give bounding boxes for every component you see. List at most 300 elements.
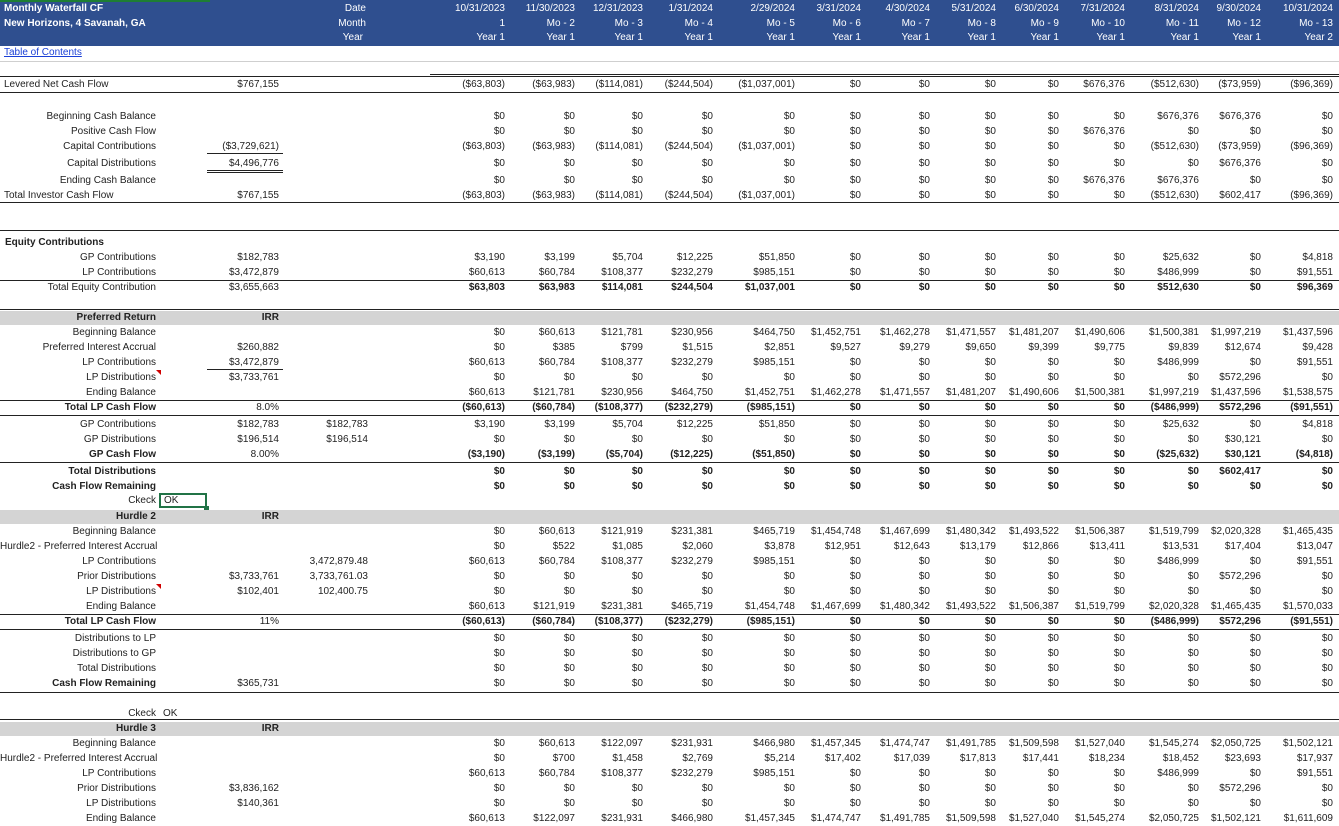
value-cell[interactable]: $0 — [984, 141, 996, 152]
value-cell[interactable]: $0 — [563, 633, 575, 644]
value-cell[interactable]: $0 — [849, 126, 861, 137]
row-label-pos_cf[interactable]: Positive Cash Flow — [70, 126, 156, 137]
header-month-cell[interactable]: Mo - 12 — [1227, 18, 1261, 29]
summary-cell-pr_gptot[interactable]: 8.00% — [250, 449, 279, 460]
value-cell[interactable]: ($63,803) — [462, 79, 505, 90]
summary-cell-h3_lpd[interactable]: $140,361 — [237, 798, 279, 809]
value-cell[interactable]: $0 — [1187, 633, 1199, 644]
value-cell[interactable]: $0 — [783, 663, 795, 674]
value-cell[interactable]: $0 — [984, 126, 996, 137]
value-cell[interactable]: $0 — [631, 481, 643, 492]
value-cell[interactable]: $0 — [783, 158, 795, 169]
value-cell[interactable]: $0 — [849, 158, 861, 169]
value-cell[interactable]: $121,781 — [601, 327, 643, 338]
value-cell[interactable]: $0 — [984, 571, 996, 582]
value-cell[interactable]: ($12,225) — [670, 449, 713, 460]
value-cell[interactable]: $0 — [1249, 633, 1261, 644]
value-cell[interactable]: $0 — [1047, 79, 1059, 90]
value-cell[interactable]: $676,376 — [1083, 126, 1125, 137]
value-cell[interactable]: $1,454,748 — [744, 601, 795, 612]
value-cell[interactable]: $1,538,575 — [1282, 387, 1333, 398]
value-cell[interactable]: $0 — [783, 648, 795, 659]
value-cell[interactable]: $0 — [984, 357, 996, 368]
value-cell[interactable]: $1,519,799 — [1148, 526, 1199, 537]
value-cell[interactable]: $0 — [783, 434, 795, 445]
value-cell[interactable]: $0 — [849, 372, 861, 383]
value-cell[interactable]: $0 — [984, 798, 996, 809]
value-cell[interactable]: $0 — [1113, 678, 1125, 689]
value-cell[interactable]: $0 — [493, 783, 505, 794]
value-cell[interactable]: $0 — [918, 282, 930, 293]
value-cell[interactable]: $0 — [984, 783, 996, 794]
value-cell[interactable]: $0 — [1187, 648, 1199, 659]
header-date-cell[interactable]: 7/31/2024 — [1080, 3, 1125, 14]
row-label-h3_prior[interactable]: Prior Distributions — [77, 783, 156, 794]
summary-cell-lp_contrib[interactable]: $3,472,879 — [228, 267, 279, 278]
value-cell[interactable]: $2,020,328 — [1210, 526, 1261, 537]
secondary-cell-pr_gpd[interactable]: $196,514 — [326, 434, 368, 445]
value-cell[interactable]: $0 — [563, 663, 575, 674]
value-cell[interactable]: $0 — [493, 571, 505, 582]
value-cell[interactable]: $0 — [1047, 556, 1059, 567]
value-cell[interactable]: $0 — [984, 556, 996, 567]
value-cell[interactable]: $1,467,699 — [810, 601, 861, 612]
value-cell[interactable]: $0 — [1113, 783, 1125, 794]
value-cell[interactable]: $0 — [1047, 252, 1059, 263]
value-cell[interactable]: $572,296 — [1219, 616, 1261, 627]
value-cell[interactable]: $1,480,342 — [879, 601, 930, 612]
row-label-lp_contrib[interactable]: LP Contributions — [82, 267, 156, 278]
value-cell[interactable]: $465,719 — [753, 526, 795, 537]
value-cell[interactable]: $1,500,381 — [1148, 327, 1199, 338]
value-cell[interactable]: $0 — [984, 648, 996, 659]
value-cell[interactable]: $0 — [631, 158, 643, 169]
value-cell[interactable]: $0 — [849, 434, 861, 445]
value-cell[interactable]: $0 — [1321, 434, 1333, 445]
row-label-h2_prior[interactable]: Prior Distributions — [77, 571, 156, 582]
summary-cell-h3_prior[interactable]: $3,836,162 — [228, 783, 279, 794]
row-label-h2_dgp[interactable]: Distributions to GP — [72, 648, 156, 659]
value-cell[interactable]: $466,980 — [671, 813, 713, 824]
value-cell[interactable]: $0 — [1249, 357, 1261, 368]
header-month-cell[interactable]: Mo - 6 — [832, 18, 861, 29]
value-cell[interactable]: $0 — [783, 678, 795, 689]
value-cell[interactable]: $486,999 — [1157, 267, 1199, 278]
value-cell[interactable]: ($51,850) — [752, 449, 795, 460]
value-cell[interactable]: $0 — [631, 434, 643, 445]
value-cell[interactable]: ($73,959) — [1218, 79, 1261, 90]
value-cell[interactable]: $0 — [918, 678, 930, 689]
value-cell[interactable]: $0 — [701, 571, 713, 582]
value-cell[interactable]: $0 — [493, 126, 505, 137]
value-cell[interactable]: $985,151 — [753, 357, 795, 368]
value-cell[interactable]: $0 — [493, 663, 505, 674]
value-cell[interactable]: $60,613 — [468, 556, 505, 567]
value-cell[interactable]: $108,377 — [601, 768, 643, 779]
value-cell[interactable]: $0 — [1047, 466, 1059, 477]
value-cell[interactable]: $0 — [1047, 190, 1059, 201]
value-cell[interactable]: $1,493,522 — [1008, 526, 1059, 537]
check-label[interactable]: Ckeck — [128, 708, 156, 719]
row-label-pr_gptot[interactable]: GP Cash Flow — [88, 449, 156, 460]
value-cell[interactable]: $121,781 — [533, 387, 575, 398]
value-cell[interactable]: $60,613 — [468, 357, 505, 368]
row-label-h3_end[interactable]: Ending Balance — [85, 813, 156, 824]
value-cell[interactable]: $1,437,596 — [1282, 327, 1333, 338]
value-cell[interactable]: $0 — [984, 768, 996, 779]
value-cell[interactable]: $0 — [984, 663, 996, 674]
value-cell[interactable]: $0 — [783, 633, 795, 644]
value-cell[interactable]: $25,632 — [1162, 252, 1199, 263]
value-cell[interactable]: $3,199 — [544, 252, 575, 263]
header-date-cell[interactable]: 9/30/2024 — [1216, 3, 1261, 14]
value-cell[interactable]: $0 — [563, 783, 575, 794]
value-cell[interactable]: $1,611,609 — [1283, 813, 1333, 824]
value-cell[interactable]: $0 — [918, 768, 930, 779]
header-month-cell[interactable]: Mo - 8 — [967, 18, 996, 29]
value-cell[interactable]: $0 — [631, 663, 643, 674]
header-month-cell[interactable]: Mo - 2 — [546, 18, 575, 29]
value-cell[interactable]: $0 — [563, 158, 575, 169]
value-cell[interactable]: ($5,704) — [605, 449, 643, 460]
value-cell[interactable]: $0 — [1249, 481, 1261, 492]
value-cell[interactable]: $5,704 — [612, 419, 643, 430]
value-cell[interactable]: $1,502,121 — [1210, 813, 1261, 824]
value-cell[interactable]: $0 — [1113, 357, 1125, 368]
value-cell[interactable]: $3,878 — [764, 541, 795, 552]
value-cell[interactable]: $0 — [849, 141, 861, 152]
value-cell[interactable]: $0 — [1047, 768, 1059, 779]
value-cell[interactable]: ($63,983) — [532, 141, 575, 152]
summary-cell-cap_contrib[interactable]: ($3,729,621) — [222, 141, 279, 152]
value-cell[interactable]: $0 — [849, 402, 861, 413]
value-cell[interactable]: $4,818 — [1302, 419, 1333, 430]
value-cell[interactable]: $0 — [984, 449, 996, 460]
summary-cell-h2_lpd[interactable]: $102,401 — [237, 586, 279, 597]
value-cell[interactable]: $1,509,598 — [1008, 738, 1059, 749]
value-cell[interactable]: $985,151 — [753, 768, 795, 779]
value-cell[interactable]: $1,491,785 — [879, 813, 930, 824]
summary-cell-pr_accr[interactable]: $260,882 — [237, 342, 279, 353]
value-cell[interactable]: $0 — [493, 481, 505, 492]
value-cell[interactable]: $0 — [1249, 282, 1261, 293]
value-cell[interactable]: $0 — [918, 419, 930, 430]
value-cell[interactable]: $0 — [1249, 252, 1261, 263]
value-cell[interactable]: $0 — [984, 175, 996, 186]
value-cell[interactable]: $1,997,219 — [1148, 387, 1199, 398]
value-cell[interactable]: $91,551 — [1296, 267, 1333, 278]
value-cell[interactable]: $0 — [1321, 111, 1333, 122]
value-cell[interactable]: ($63,983) — [532, 79, 575, 90]
header-month-cell[interactable]: Mo - 5 — [766, 18, 795, 29]
value-cell[interactable]: $0 — [918, 252, 930, 263]
value-cell[interactable]: $0 — [984, 481, 996, 492]
value-cell[interactable]: $0 — [563, 434, 575, 445]
row-label-h2_dlp[interactable]: Distributions to LP — [74, 633, 156, 644]
value-cell[interactable]: $0 — [493, 586, 505, 597]
value-cell[interactable]: $9,650 — [965, 342, 996, 353]
value-cell[interactable]: ($60,613) — [462, 402, 505, 413]
value-cell[interactable]: $0 — [1249, 663, 1261, 674]
value-cell[interactable]: $985,151 — [753, 556, 795, 567]
value-cell[interactable]: $0 — [984, 434, 996, 445]
value-cell[interactable]: $1,452,751 — [810, 327, 861, 338]
value-cell[interactable]: $9,279 — [899, 342, 930, 353]
value-cell[interactable]: $2,060 — [682, 541, 713, 552]
value-cell[interactable]: $0 — [563, 481, 575, 492]
value-cell[interactable]: $1,519,799 — [1074, 601, 1125, 612]
row-label-h3_lpd[interactable]: LP Distributions — [86, 798, 156, 809]
value-cell[interactable]: $0 — [563, 372, 575, 383]
value-cell[interactable]: $1,465,435 — [1210, 601, 1261, 612]
value-cell[interactable]: $0 — [493, 648, 505, 659]
value-cell[interactable]: $0 — [1113, 111, 1125, 122]
header-year-cell[interactable]: Year 1 — [967, 32, 996, 43]
value-cell[interactable]: $1,462,278 — [879, 327, 930, 338]
value-cell[interactable]: $0 — [1047, 434, 1059, 445]
value-cell[interactable]: $1,465,435 — [1282, 526, 1333, 537]
value-cell[interactable]: $0 — [493, 678, 505, 689]
secondary-cell-pr_gpc[interactable]: $182,783 — [326, 419, 368, 430]
value-cell[interactable]: $60,784 — [538, 267, 575, 278]
value-cell[interactable]: $0 — [1249, 648, 1261, 659]
value-cell[interactable]: $0 — [701, 434, 713, 445]
value-cell[interactable]: $17,404 — [1224, 541, 1261, 552]
value-cell[interactable]: $0 — [918, 158, 930, 169]
row-label-gp_contrib[interactable]: GP Contributions — [80, 252, 156, 263]
value-cell[interactable]: $60,613 — [538, 327, 575, 338]
value-cell[interactable]: $0 — [1047, 419, 1059, 430]
value-cell[interactable]: $0 — [918, 372, 930, 383]
value-cell[interactable]: $0 — [1187, 571, 1199, 582]
value-cell[interactable]: ($60,784) — [532, 616, 575, 627]
value-cell[interactable]: $1,481,207 — [945, 387, 996, 398]
summary-cell-pr_gpc[interactable]: $182,783 — [237, 419, 279, 430]
value-cell[interactable]: $3,199 — [544, 419, 575, 430]
value-cell[interactable]: $0 — [1249, 798, 1261, 809]
value-cell[interactable]: $0 — [563, 798, 575, 809]
value-cell[interactable]: $0 — [849, 175, 861, 186]
property-title[interactable]: New Horizons, 4 Savanah, GA — [4, 18, 146, 29]
value-cell[interactable]: $60,613 — [468, 387, 505, 398]
value-cell[interactable]: ($1,037,001) — [738, 190, 795, 201]
header-year-cell[interactable]: Year 1 — [476, 32, 505, 43]
value-cell[interactable]: $0 — [631, 372, 643, 383]
value-cell[interactable]: $602,417 — [1219, 466, 1261, 477]
value-cell[interactable]: $0 — [783, 481, 795, 492]
row-label-h2_beg[interactable]: Beginning Balance — [72, 526, 156, 537]
value-cell[interactable]: $1,527,040 — [1074, 738, 1125, 749]
value-cell[interactable]: $0 — [1187, 126, 1199, 137]
secondary-cell-h2_lpc[interactable]: 3,472,879.48 — [309, 556, 368, 567]
value-cell[interactable]: $0 — [783, 466, 795, 477]
value-cell[interactable]: $0 — [918, 466, 930, 477]
value-cell[interactable]: $0 — [493, 175, 505, 186]
value-cell[interactable]: $13,411 — [1089, 541, 1125, 552]
value-cell[interactable]: $0 — [849, 282, 861, 293]
header-month-cell[interactable]: 1 — [499, 18, 505, 29]
secondary-cell-h2_lpd[interactable]: 102,400.75 — [317, 586, 368, 597]
value-cell[interactable]: ($3,190) — [467, 449, 505, 460]
header-year-cell[interactable]: Year 1 — [832, 32, 861, 43]
row-label-h3_accr[interactable]: Hurdle2 - Preferred Interest Accrual — [0, 753, 158, 764]
value-cell[interactable]: $1,545,274 — [1074, 813, 1125, 824]
value-cell[interactable]: $0 — [984, 79, 996, 90]
header-year-cell[interactable]: Year 1 — [684, 32, 713, 43]
value-cell[interactable]: $0 — [1249, 267, 1261, 278]
value-cell[interactable]: $0 — [849, 466, 861, 477]
row-label-end_cash[interactable]: Ending Cash Balance — [59, 175, 156, 186]
value-cell[interactable]: $0 — [1113, 481, 1125, 492]
value-cell[interactable]: ($63,803) — [462, 190, 505, 201]
value-cell[interactable]: $0 — [701, 175, 713, 186]
value-cell[interactable]: $108,377 — [601, 556, 643, 567]
value-cell[interactable]: $0 — [1113, 556, 1125, 567]
value-cell[interactable]: $13,047 — [1296, 541, 1333, 552]
value-cell[interactable]: $0 — [918, 633, 930, 644]
value-cell[interactable]: $0 — [1321, 158, 1333, 169]
value-cell[interactable]: $0 — [918, 798, 930, 809]
value-cell[interactable]: $0 — [1113, 768, 1125, 779]
value-cell[interactable]: $1,454,748 — [810, 526, 861, 537]
summary-cell-gp_contrib[interactable]: $182,783 — [237, 252, 279, 263]
value-cell[interactable]: $0 — [849, 633, 861, 644]
row-label-pr_end[interactable]: Ending Balance — [85, 387, 156, 398]
row-label-pref_h[interactable]: Preferred Return — [76, 312, 156, 323]
row-label-tot_investor[interactable]: Total Investor Cash Flow — [4, 190, 114, 201]
summary-cell-h2_tot[interactable]: 11% — [259, 616, 279, 627]
summary-cell-h2_prior[interactable]: $3,733,761 — [228, 571, 279, 582]
value-cell[interactable]: $0 — [493, 526, 505, 537]
value-cell[interactable]: ($114,081) — [595, 190, 643, 201]
value-cell[interactable]: $0 — [984, 158, 996, 169]
value-cell[interactable]: $2,020,328 — [1148, 601, 1199, 612]
value-cell[interactable]: $0 — [1047, 372, 1059, 383]
value-cell[interactable]: $1,085 — [612, 541, 643, 552]
value-cell[interactable]: $0 — [1321, 663, 1333, 674]
value-cell[interactable]: $0 — [1047, 267, 1059, 278]
value-cell[interactable]: $464,750 — [671, 387, 713, 398]
header-date-cell[interactable]: 10/31/2024 — [1282, 3, 1333, 14]
value-cell[interactable]: $0 — [1321, 633, 1333, 644]
value-cell[interactable]: $385 — [552, 342, 575, 353]
value-cell[interactable]: $0 — [984, 267, 996, 278]
value-cell[interactable]: $63,803 — [468, 282, 505, 293]
value-cell[interactable]: $3,190 — [474, 252, 505, 263]
value-cell[interactable]: $0 — [849, 79, 861, 90]
value-cell[interactable]: $0 — [1321, 798, 1333, 809]
value-cell[interactable]: $0 — [1187, 678, 1199, 689]
value-cell[interactable]: $0 — [701, 798, 713, 809]
value-cell[interactable]: $18,234 — [1088, 753, 1125, 764]
value-cell[interactable]: $0 — [631, 111, 643, 122]
value-cell[interactable]: $0 — [1113, 158, 1125, 169]
value-cell[interactable]: $17,039 — [893, 753, 930, 764]
value-cell[interactable]: $0 — [1047, 571, 1059, 582]
value-cell[interactable]: $0 — [849, 252, 861, 263]
value-cell[interactable]: $0 — [1187, 586, 1199, 597]
value-cell[interactable]: ($512,630) — [1150, 79, 1199, 90]
value-cell[interactable]: $0 — [1047, 449, 1059, 460]
value-cell[interactable]: $0 — [1047, 481, 1059, 492]
value-cell[interactable]: $114,081 — [601, 282, 643, 293]
value-cell[interactable]: $676,376 — [1157, 175, 1199, 186]
value-cell[interactable]: $9,399 — [1028, 342, 1059, 353]
header-date-cell[interactable]: 6/30/2024 — [1014, 3, 1059, 14]
value-cell[interactable]: $0 — [1047, 798, 1059, 809]
value-cell[interactable]: $0 — [1113, 402, 1125, 413]
value-cell[interactable]: $12,643 — [893, 541, 930, 552]
value-cell[interactable]: $0 — [493, 738, 505, 749]
row-label-pr_accr[interactable]: Preferred Interest Accrual — [42, 342, 156, 353]
value-cell[interactable]: $0 — [1187, 798, 1199, 809]
month-label[interactable]: Month — [338, 18, 366, 29]
value-cell[interactable]: $0 — [493, 633, 505, 644]
value-cell[interactable]: $0 — [493, 372, 505, 383]
value-cell[interactable]: $17,937 — [1296, 753, 1333, 764]
value-cell[interactable]: $0 — [918, 190, 930, 201]
value-cell[interactable]: ($232,279) — [664, 616, 713, 627]
value-cell[interactable]: $0 — [1187, 481, 1199, 492]
row-label-cf_rem[interactable]: Cash Flow Remaining — [52, 481, 156, 492]
value-cell[interactable]: $0 — [984, 678, 996, 689]
value-cell[interactable]: $0 — [918, 126, 930, 137]
value-cell[interactable]: $0 — [631, 586, 643, 597]
value-cell[interactable]: $230,956 — [671, 327, 713, 338]
row-label-h2_tot[interactable]: Total LP Cash Flow — [64, 616, 156, 627]
value-cell[interactable]: $0 — [1113, 571, 1125, 582]
header-year-cell[interactable]: Year 1 — [901, 32, 930, 43]
value-cell[interactable]: $0 — [918, 402, 930, 413]
value-cell[interactable]: $60,613 — [538, 526, 575, 537]
summary-cell-h3_h[interactable]: IRR — [261, 723, 279, 734]
value-cell[interactable]: $0 — [701, 663, 713, 674]
value-cell[interactable]: $0 — [493, 111, 505, 122]
value-cell[interactable]: $63,983 — [538, 282, 575, 293]
value-cell[interactable]: $0 — [849, 783, 861, 794]
header-month-cell[interactable]: Mo - 11 — [1165, 18, 1199, 29]
value-cell[interactable]: $0 — [849, 571, 861, 582]
value-cell[interactable]: $244,504 — [671, 282, 713, 293]
value-cell[interactable]: $0 — [849, 663, 861, 674]
value-cell[interactable]: $60,784 — [538, 357, 575, 368]
header-month-cell[interactable]: Mo - 9 — [1030, 18, 1059, 29]
sheet-title[interactable]: Monthly Waterfall CF — [4, 3, 104, 14]
value-cell[interactable]: $0 — [1321, 586, 1333, 597]
value-cell[interactable]: $0 — [849, 449, 861, 460]
value-cell[interactable]: $231,931 — [601, 813, 643, 824]
value-cell[interactable]: $0 — [1113, 663, 1125, 674]
header-year-cell[interactable]: Year 2 — [1304, 32, 1333, 43]
value-cell[interactable]: $1,491,785 — [945, 738, 996, 749]
value-cell[interactable]: $0 — [849, 190, 861, 201]
value-cell[interactable]: $0 — [849, 678, 861, 689]
value-cell[interactable]: ($91,551) — [1290, 616, 1333, 627]
value-cell[interactable]: $23,693 — [1224, 753, 1261, 764]
value-cell[interactable]: $1,545,274 — [1148, 738, 1199, 749]
value-cell[interactable]: $0 — [984, 252, 996, 263]
value-cell[interactable]: $1,457,345 — [810, 738, 861, 749]
value-cell[interactable]: $0 — [701, 678, 713, 689]
value-cell[interactable]: $0 — [783, 571, 795, 582]
value-cell[interactable]: ($108,377) — [594, 402, 643, 413]
summary-cell-h2_rem[interactable]: $365,731 — [237, 678, 279, 689]
value-cell[interactable]: $232,279 — [671, 768, 713, 779]
value-cell[interactable]: $0 — [1047, 648, 1059, 659]
row-label-beg_cash[interactable]: Beginning Cash Balance — [46, 111, 156, 122]
value-cell[interactable]: $0 — [701, 783, 713, 794]
value-cell[interactable]: $0 — [631, 126, 643, 137]
